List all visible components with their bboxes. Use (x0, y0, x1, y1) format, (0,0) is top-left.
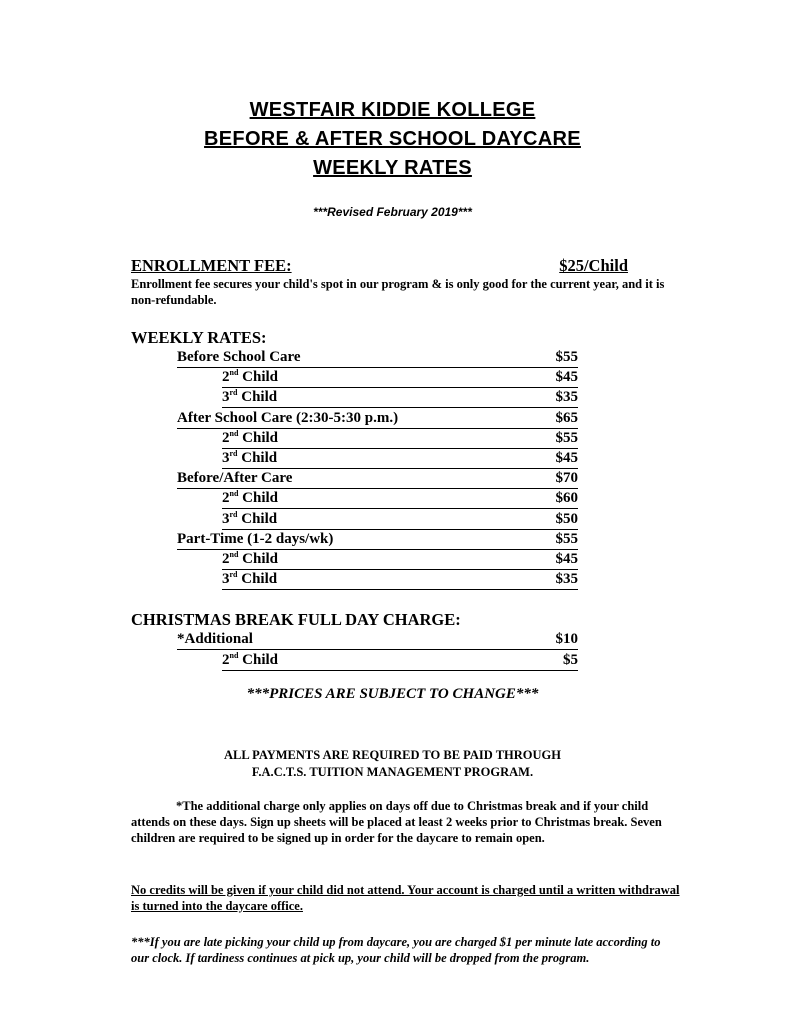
rate-label: 2nd Child (222, 428, 279, 446)
enrollment-fee-label: ENROLLMENT FEE: (131, 256, 292, 275)
rate-label: After School Care (2:30-5:30 p.m.) (177, 409, 399, 426)
rate-row (222, 510, 578, 530)
title-line-2: BEFORE & AFTER SCHOOL DAYCARE (204, 128, 581, 150)
additional-charge-paragraph: *The additional charge only applies on days off due to Christmas break and if your child attends on these days. Sign up sheets will be placed at least 2 weeks prior to Christmas break. Seven children are required to be signed up in order for the daycare to remain open. (131, 799, 662, 845)
rate-label: Before/After Care (177, 470, 293, 487)
rate-row (222, 388, 578, 408)
rate-price: $45 (555, 551, 578, 567)
title-line-3: WEEKLY RATES (313, 157, 472, 179)
rate-price: $55 (555, 349, 578, 365)
rate-label: Part-Time (1-2 days/wk) (177, 530, 334, 547)
rate-row (177, 409, 578, 429)
rate-price: $45 (555, 369, 578, 386)
rate-label: 2nd Child (222, 651, 279, 668)
rate-row (177, 469, 578, 489)
rate-row (222, 550, 578, 570)
rate-label: 3rd Child (222, 388, 278, 406)
payments-notice (0, 747, 785, 781)
rate-price: $60 (555, 490, 578, 507)
revised-date: ***Revised February 2019*** (313, 205, 472, 219)
rate-price: $10 (555, 631, 578, 647)
rate-price: $45 (555, 450, 578, 466)
credits-paragraph: No credits will be given if your child did not attend. Your account is charged until a written withdrawal is turned into the daycare office. (131, 883, 680, 913)
document-title (0, 96, 785, 183)
rate-label: 2nd Child (222, 368, 279, 386)
rate-row (222, 449, 578, 469)
title-line-1: WESTFAIR KIDDIE KOLLEGE (249, 99, 536, 121)
rate-row (177, 348, 578, 368)
enrollment-fee-note: Enrollment fee secures your child's spot in our program & is only good for the current year, and it is non-refundable. (131, 277, 665, 307)
rate-row (222, 489, 578, 509)
rate-row (177, 530, 578, 550)
rate-price: $5 (563, 652, 578, 668)
late-pickup-paragraph: ***If you are late picking your child up from daycare, you are charged $1 per minute late according to our clock. If tardiness continues at pick up, your child will be dropped from the program. (131, 935, 661, 965)
rate-label: Before School Care (177, 349, 301, 365)
rate-price: $70 (555, 470, 578, 487)
rate-label: 3rd Child (222, 570, 278, 588)
rate-price: $35 (555, 571, 578, 588)
enrollment-fee-row (131, 256, 628, 276)
rate-label: 3rd Child (222, 509, 278, 527)
rate-price: $55 (555, 429, 578, 446)
rate-price: $50 (555, 510, 578, 527)
rate-row (222, 570, 578, 590)
rate-row (222, 429, 578, 449)
rate-price: $65 (555, 409, 578, 426)
weekly-rates-heading: WEEKLY RATES: (131, 328, 267, 347)
rate-label: 3rd Child (222, 449, 278, 466)
enrollment-fee-price: $25/Child (559, 256, 628, 275)
rate-row (222, 368, 578, 388)
price-change-notice: ***PRICES ARE SUBJECT TO CHANGE*** (246, 686, 539, 702)
rate-price: $55 (555, 530, 578, 547)
rate-label: 2nd Child (222, 550, 279, 567)
rate-row (177, 630, 578, 650)
payments-line-2: F.A.C.T.S. TUITION MANAGEMENT PROGRAM. (251, 765, 534, 779)
rate-price: $35 (555, 389, 578, 406)
rate-label: 2nd Child (222, 489, 279, 507)
rate-label: *Additional (177, 631, 253, 647)
payments-line-1: ALL PAYMENTS ARE REQUIRED TO BE PAID THROUGH (224, 748, 561, 762)
rate-row (222, 651, 578, 671)
christmas-heading: CHRISTMAS BREAK FULL DAY CHARGE: (131, 610, 461, 629)
